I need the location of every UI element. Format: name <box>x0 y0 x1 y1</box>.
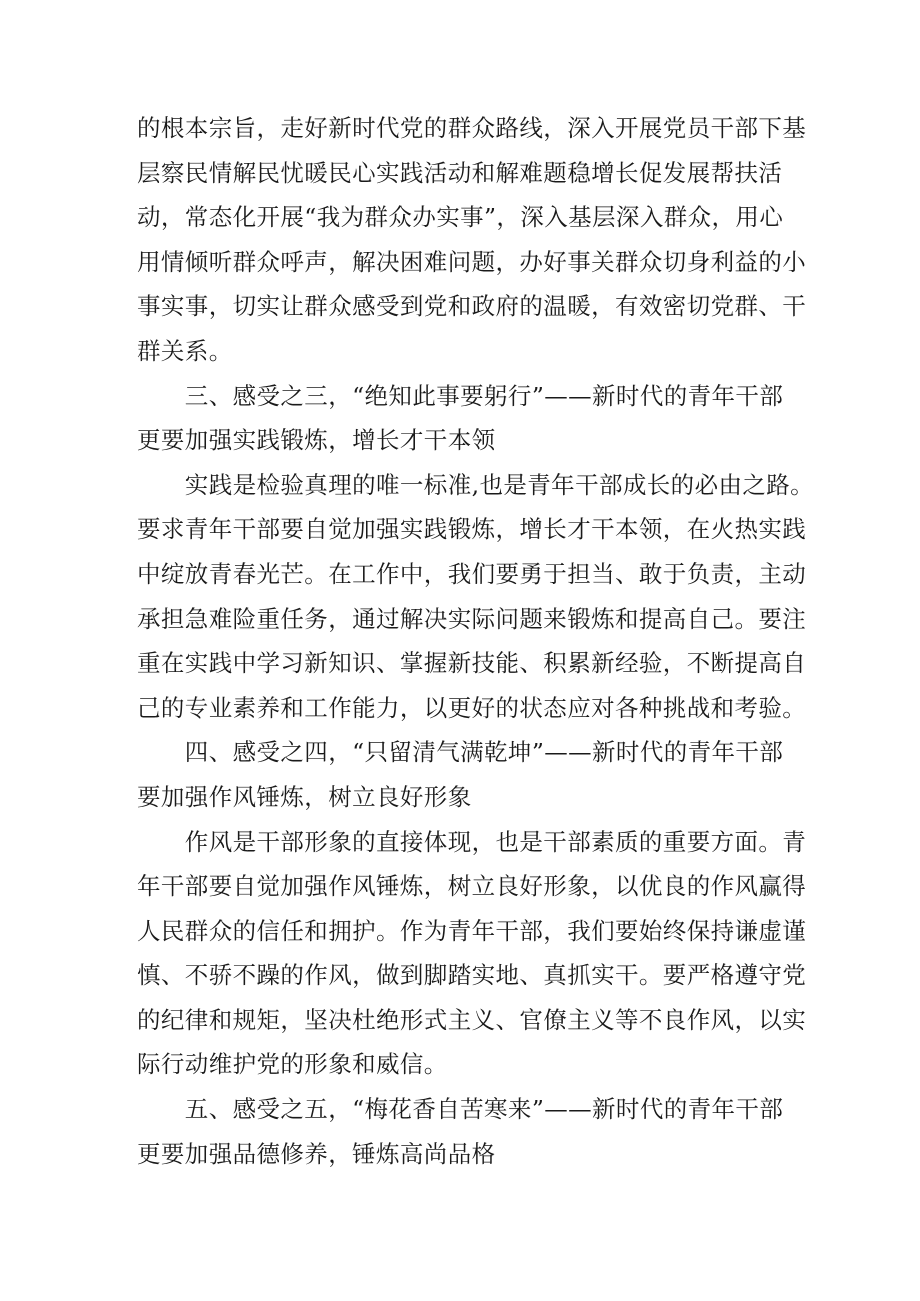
document-body <box>137 106 815 1176</box>
text-line: 的根本宗旨，走好新时代党的群众路线，深入开展党员干部下基 <box>137 114 807 142</box>
text-line: 用情倾听群众呼声，解决困难问题，办好事关群众切身利益的小 <box>137 247 807 276</box>
text-line: 作风是干部形象的直接体现，也是干部素质的重要方面。青 <box>137 827 807 856</box>
text-line: 人民群众的信任和拥护。作为青年干部，我们要始终保持谦虚谨 <box>137 916 807 945</box>
text-line: 事实事，切实让群众感受到党和政府的温暖，有效密切党群、干 <box>137 292 807 321</box>
section-heading-line: 更要加强品德修养，锤炼高尚品格 <box>137 1139 496 1168</box>
section-heading-line: 要加强作风锤炼，树立良好形象 <box>137 782 472 811</box>
text-line: 年干部要自觉加强作风锤炼，树立良好形象，以优良的作风赢得 <box>137 872 807 901</box>
text-line: 要求青年干部要自觉加强实践锻炼，增长才干本领，在火热实践 <box>137 515 807 544</box>
section-heading-line: 五、感受之五，“梅花香自苦寒来”——新时代的青年干部 <box>137 1095 784 1124</box>
text-line: 层察民情解民忧暖民心实践活动和解难题稳增长促发展帮扶活 <box>137 158 783 187</box>
text-line: 中绽放青春光芒。在工作中，我们要勇于担当、敢于负责，主动 <box>137 559 807 588</box>
text-line: 实践是检验真理的唯一标准,也是青年干部成长的必由之路。 <box>137 470 815 499</box>
text-line: 动，常态化开展“我为群众办实事”，深入基层深入群众，用心 <box>137 203 784 232</box>
section-heading-line: 三、感受之三，“绝知此事要躬行”——新时代的青年干部 <box>137 381 784 410</box>
text-line: 重在实践中学习新知识、掌握新技能、积累新经验，不断提高自 <box>137 649 807 678</box>
text-line: 慎、不骄不躁的作风，做到脚踏实地、真抓实干。要严格遵守党 <box>137 961 807 990</box>
section-heading-line: 四、感受之四，“只留清气满乾坤”——新时代的青年干部 <box>137 738 784 767</box>
section-heading-line: 更要加强实践锻炼，增长才干本领 <box>137 426 496 455</box>
text-line: 群关系。 <box>137 336 233 365</box>
text-line: 己的专业素养和工作能力，以更好的状态应对各种挑战和考验。 <box>137 693 807 722</box>
text-line: 承担急难险重任务，通过解决实际问题来锻炼和提高自己。要注 <box>137 604 807 633</box>
text-line: 际行动维护党的形象和威信。 <box>137 1050 448 1079</box>
text-line: 的纪律和规矩，坚决杜绝形式主义、官僚主义等不良作风，以实 <box>137 1005 807 1034</box>
